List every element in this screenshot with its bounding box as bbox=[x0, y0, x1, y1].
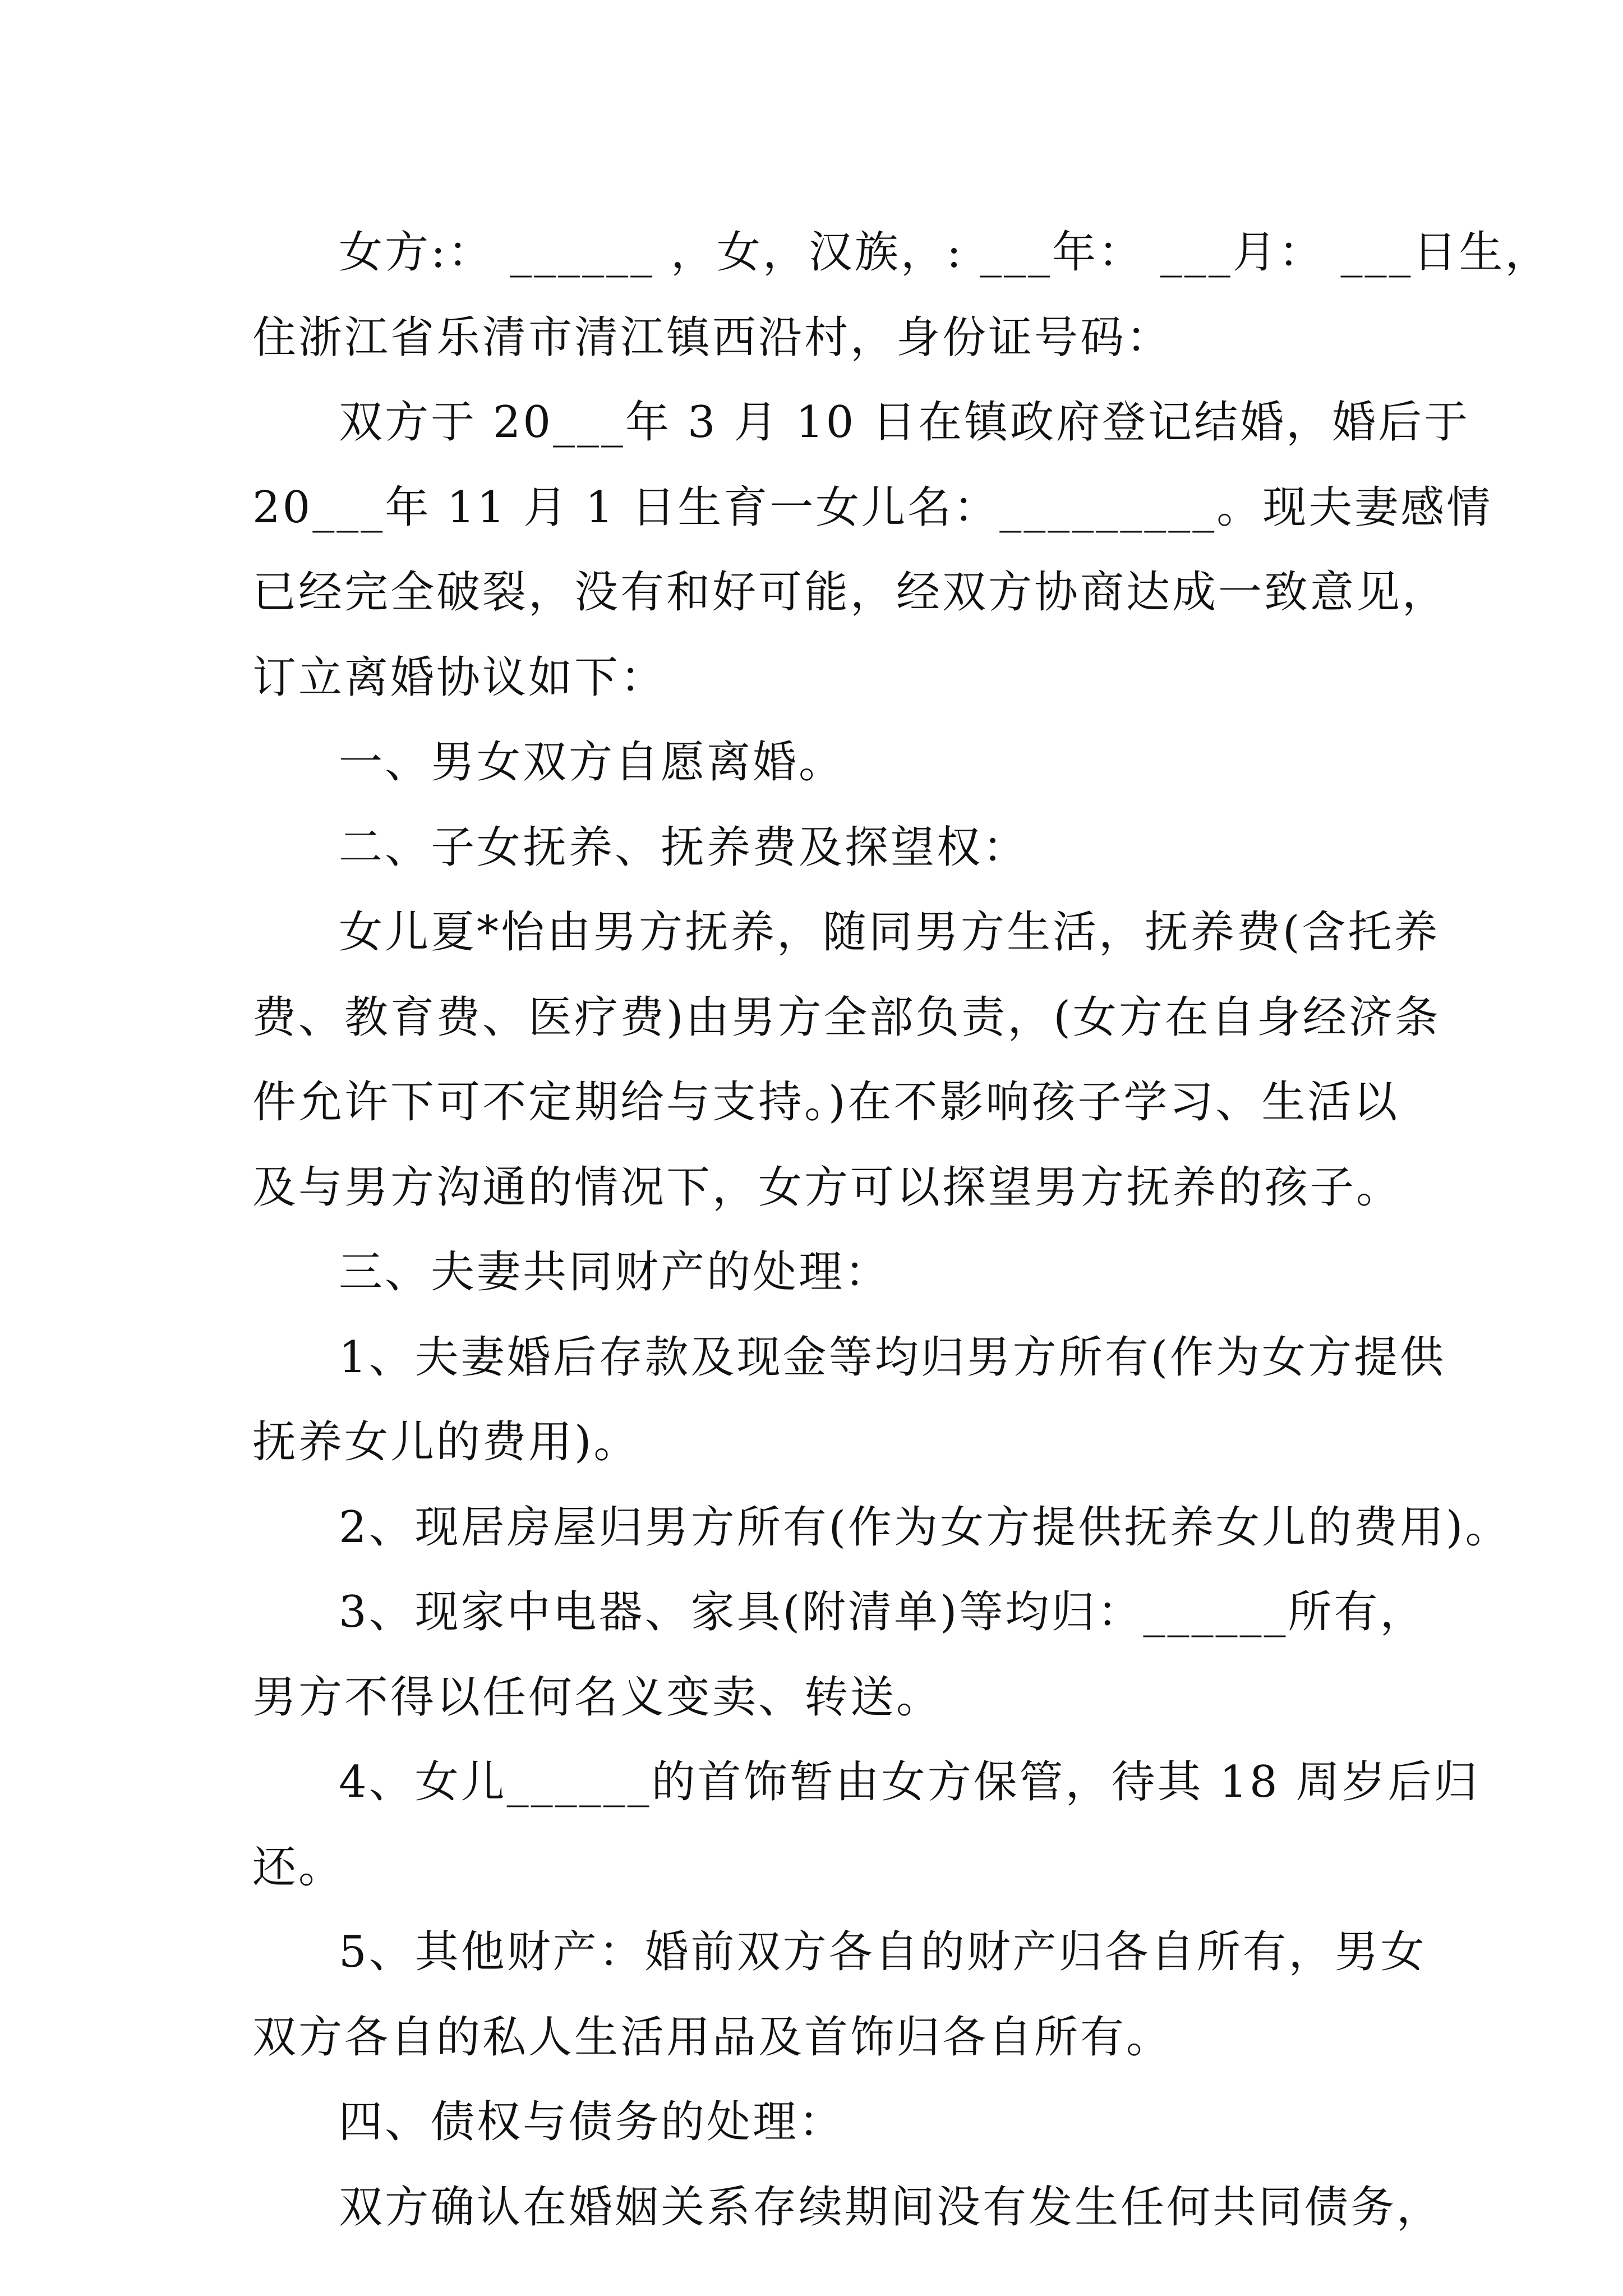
text-line: 双方确认在婚姻关系存续期间没有发生任何共同债务， bbox=[339, 2182, 1443, 2233]
text-line: 订立离婚协议如下： bbox=[252, 652, 667, 703]
text-line: 双方各自的私人生活用品及首饰归各自所有。 bbox=[252, 2012, 1173, 2063]
section-heading: 三、夫妻共同财产的处理： bbox=[339, 1247, 891, 1297]
text-line: 已经完全破裂，没有和好可能，经双方协商达成一致意见， bbox=[252, 567, 1449, 618]
section-heading: 四、债权与债务的处理： bbox=[339, 2097, 845, 2147]
section-heading: 二、子女抚养、抚养费及探望权： bbox=[339, 822, 1029, 873]
text-line: 3、现家中电器、家具(附清单)等均归：______所有， bbox=[339, 1587, 1426, 1637]
text-line: 1、夫妻婚后存款及现金等均归男方所有(作为女方提供 bbox=[339, 1332, 1446, 1383]
text-line: 抚养女儿的费用)。 bbox=[252, 1417, 640, 1467]
text-line: 件允许下可不定期给与支持。)在不影响孩子学习、生活以 bbox=[252, 1077, 1400, 1128]
text-line: 费、教育费、医疗费)由男方全部负责，(女方在自身经济条 bbox=[252, 992, 1441, 1043]
text-line: 4、女儿______的首饰暂由女方保管，待其 18 周岁后归 bbox=[339, 1757, 1480, 1807]
text-line: 女儿夏*怡由男方抚养，随同男方生活，抚养费(含托养 bbox=[339, 907, 1440, 958]
text-line: 双方于 20___年 3 月 10 日在镇政府登记结婚，婚后于 bbox=[339, 397, 1470, 448]
text-line: 2、现居房屋归男方所有(作为女方提供抚养女儿的费用)。 bbox=[339, 1502, 1511, 1553]
document-body bbox=[252, 210, 1551, 2250]
text-line: 男方不得以任何名义变卖、转送。 bbox=[252, 1672, 943, 1723]
text-line: 20___年 11 月 1 日生育一女儿名：_________。现夫妻感情 bbox=[252, 482, 1493, 533]
section-heading: 一、男女双方自愿离婚。 bbox=[339, 737, 845, 788]
text-line: 住浙江省乐清市清江镇西沿村，身份证号码： bbox=[252, 312, 1173, 363]
text-line: 5、其他财产：婚前双方各自的财产归各自所有，男女 bbox=[339, 1927, 1427, 1977]
text-line: 及与男方沟通的情况下，女方可以探望男方抚养的孩子。 bbox=[252, 1162, 1403, 1213]
text-line: 还。 bbox=[252, 1842, 345, 1893]
text-line: 女方:： ______ ，女，汉族，: ___年： ___月： ___日生， bbox=[339, 227, 1551, 278]
